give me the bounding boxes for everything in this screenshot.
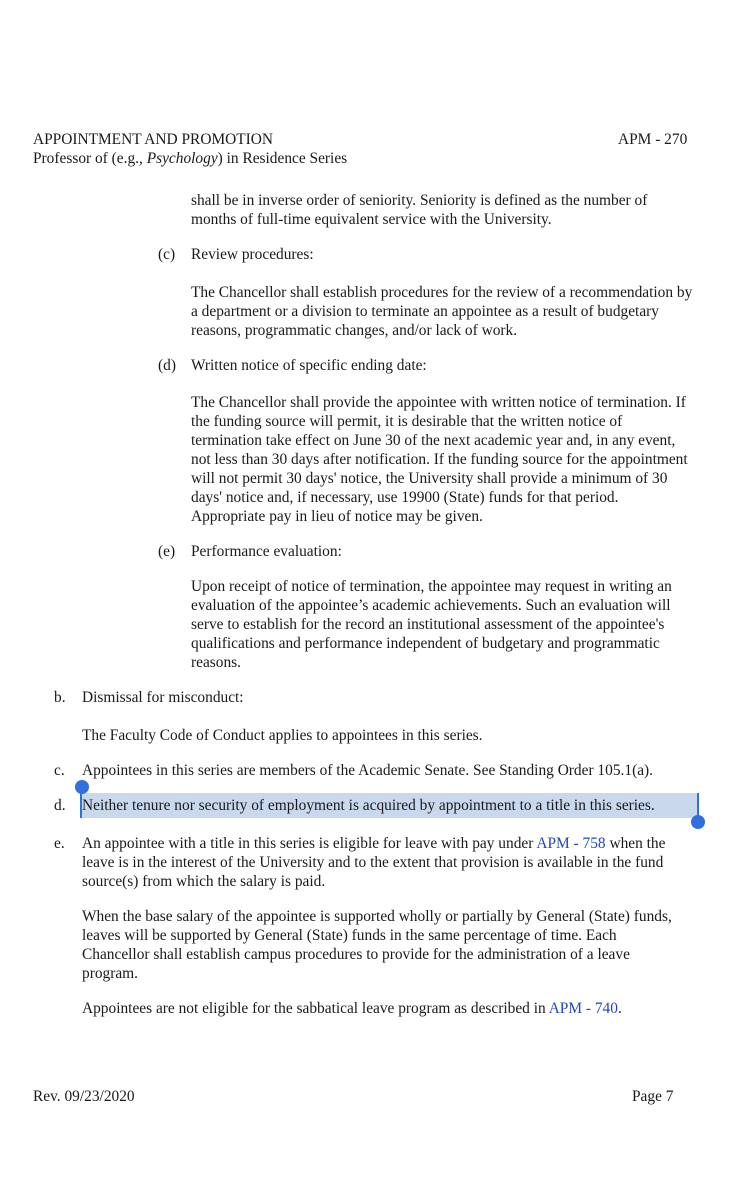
- header-title: APPOINTMENT AND PROMOTION: [33, 131, 273, 148]
- body-line: Upon receipt of notice of termination, the appointee may request in writing an: [191, 578, 672, 595]
- section-marker: e.: [54, 835, 65, 852]
- body-line: evaluation of the appointee’s academic achievements. Such an evaluation will: [191, 597, 671, 614]
- body-line: The Chancellor shall provide the appointee with written notice of termination. If: [191, 394, 686, 411]
- body-line: source(s) from which the salary is paid.: [82, 873, 326, 890]
- body-line: The Chancellor shall establish procedures for the review of a recommendation by: [191, 284, 693, 301]
- footer-revision: Rev. 09/23/2020: [33, 1088, 135, 1105]
- section-marker: b.: [54, 689, 66, 706]
- body-line: Appointees are not eligible for the sabbatical leave program as described in APM - 740.: [82, 1000, 622, 1017]
- body-line: Appropriate pay in lieu of notice may be given.: [191, 508, 483, 525]
- body-line: An appointee with a title in this series is eligible for leave with pay under APM - 758 when the: [82, 835, 666, 852]
- item-marker: (c): [158, 246, 176, 263]
- item-heading: Review procedures:: [191, 246, 314, 263]
- apm-740-link[interactable]: APM - 740: [548, 1000, 618, 1017]
- body-line: program.: [82, 965, 138, 982]
- body-line: a department or a division to terminate an appointee as a result of budgetary: [191, 303, 659, 320]
- body-line: leaves will be supported by General (State) funds in the same percentage of time. Each: [82, 927, 617, 944]
- apm-758-link[interactable]: APM - 758: [536, 835, 606, 852]
- body-line: leave is in the interest of the University and to the extent that provision is available in the fund: [82, 854, 664, 871]
- body-line: Chancellor shall establish campus procedures to provide for the administration of a leave: [82, 946, 630, 963]
- body-line: The Faculty Code of Conduct applies to appointees in this series.: [82, 727, 483, 744]
- selection-start-handle[interactable]: [75, 780, 89, 794]
- body-line: not less than 30 days after notification. If the funding source for the appointment: [191, 451, 688, 468]
- section-marker: c.: [54, 762, 65, 779]
- selection-end-handle[interactable]: [691, 815, 705, 829]
- header-doc-id: APM - 270: [618, 131, 688, 148]
- body-line: qualifications and performance independent of budgetary and programmatic: [191, 635, 660, 652]
- body-line: shall be in inverse order of seniority. Seniority is defined as the number of: [191, 192, 648, 209]
- body-line: When the base salary of the appointee is supported wholly or partially by General (State) funds,: [82, 908, 672, 925]
- item-marker: (d): [158, 357, 176, 374]
- body-line: the funding source will permit, it is desirable that the written notice of: [191, 413, 623, 430]
- body-line: Appointees in this series are members of the Academic Senate. See Standing Order 105.1(a).: [82, 762, 653, 779]
- body-line: reasons, programmatic changes, and/or lack of work.: [191, 322, 518, 339]
- section-marker: d.: [54, 797, 66, 814]
- item-heading: Written notice of specific ending date:: [191, 357, 427, 374]
- body-line: months of full-time equivalent service with the University.: [191, 211, 552, 228]
- footer-page-number: Page 7: [632, 1088, 674, 1105]
- item-heading: Performance evaluation:: [191, 543, 342, 560]
- selected-text[interactable]: Neither tenure nor security of employment is acquired by appointment to a title in this series.: [82, 797, 655, 814]
- body-line: days' notice and, if necessary, use 19900 (State) funds for that period.: [191, 489, 619, 506]
- item-marker: (e): [158, 543, 176, 560]
- header-subtitle: Professor of (e.g., Psychology) in Residence Series: [33, 150, 348, 167]
- body-line: reasons.: [191, 654, 242, 671]
- body-line: serve to establish for the record an institutional assessment of the appointee's: [191, 616, 665, 633]
- section-heading: Dismissal for misconduct:: [82, 689, 244, 706]
- body-line: will not permit 30 days' notice, the University shall provide a minimum of 30: [191, 470, 668, 487]
- body-line: termination take effect on June 30 of the next academic year and, in any event,: [191, 432, 676, 449]
